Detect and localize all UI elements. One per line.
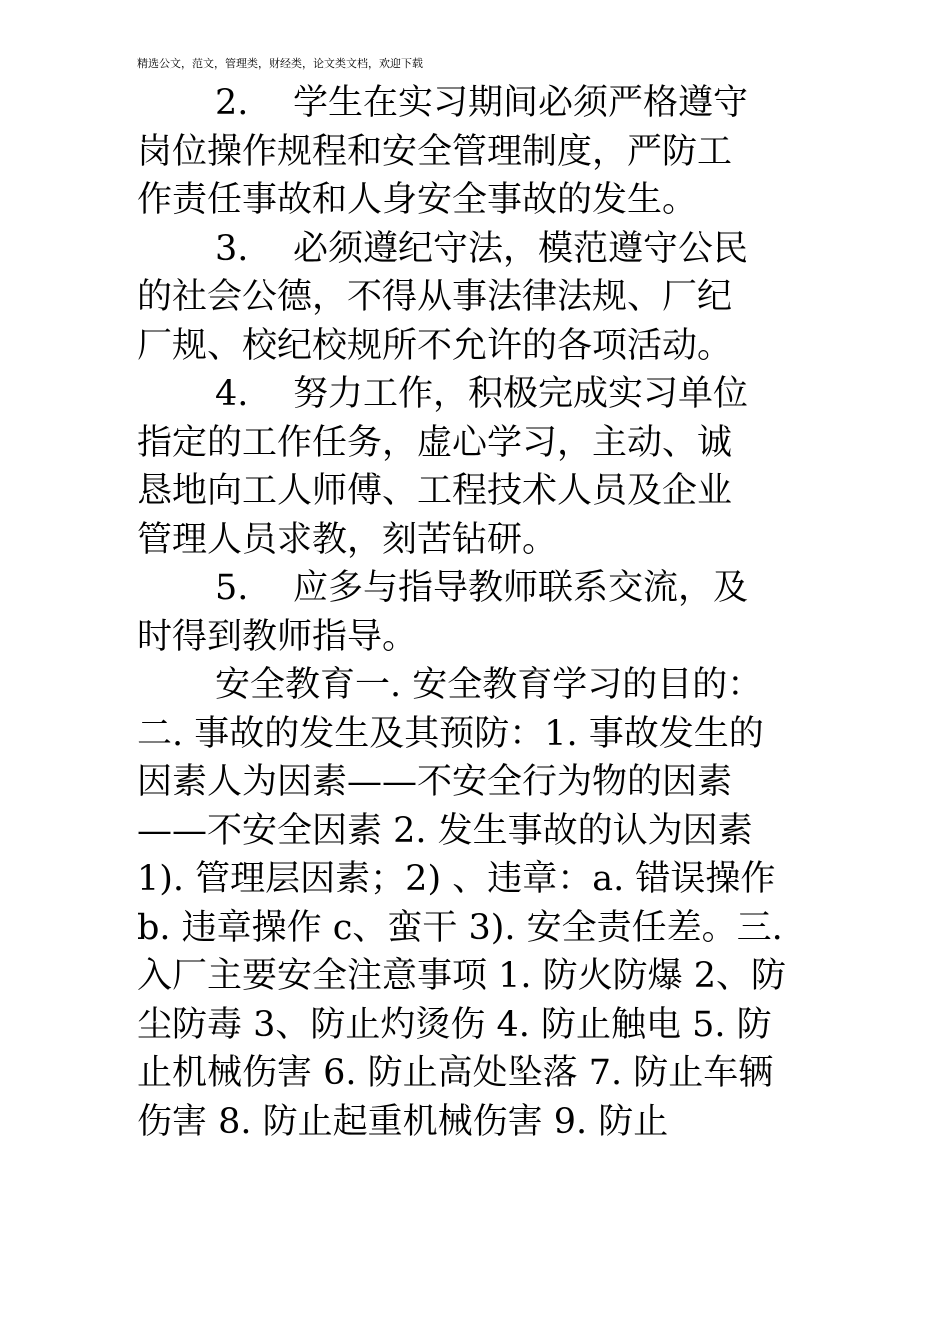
text-line: 的社会公德，不得从事法律法规、厂纪 xyxy=(137,277,733,317)
item-2 xyxy=(137,79,817,225)
text-line: 二. 事故的发生及其预防：1. 事故发生的 xyxy=(137,713,764,754)
text-line: 尘防毒 3、防止灼烫伤 4. 防止触电 5. 防 xyxy=(137,1004,772,1045)
text-line: 伤害 8. 防止起重机械伤害 9. 防止 xyxy=(137,1101,669,1142)
text-line: 因素人为因素——不安全行为物的因素 xyxy=(137,762,733,802)
text-line: 恳地向工人师傅、工程技术人员及企业 xyxy=(137,471,733,511)
item-number: 5. xyxy=(215,568,249,608)
item-5 xyxy=(137,564,817,661)
text-line: 岗位操作规程和安全管理制度，严防工 xyxy=(137,131,733,172)
safety-education-section xyxy=(137,661,817,1146)
item-first-line: 4. 努力工作，积极完成实习单位 xyxy=(137,370,817,419)
item-3 xyxy=(137,225,817,371)
text-line: 管理人员求教，刻苦钻研。 xyxy=(137,519,558,560)
text-line: 厂规、校纪校规所不允许的各项活动。 xyxy=(137,325,733,366)
text-line: 止机械伤害 6. 防止高处坠落 7. 防止车辆 xyxy=(137,1053,774,1093)
document-header: 精选公文，范文，管理类，财经类，论文类文档，欢迎下载 xyxy=(137,57,423,70)
item-number: 3. xyxy=(215,228,249,269)
text-line: b. 违章操作 c、蛮干 3). 安全责任差。三. xyxy=(137,907,783,948)
text-line: 指定的工作任务，虚心学习，主动、诚 xyxy=(137,422,733,463)
text-line: ——不安全因素 2. 发生事故的认为因素 xyxy=(137,810,753,851)
item-first-line: 5. 应多与指导教师联系交流，及 xyxy=(137,564,817,613)
item-4 xyxy=(137,370,817,564)
item-number: 2. xyxy=(215,83,249,123)
text-line: 入厂主要安全注意事项 1. 防火防爆 2、防 xyxy=(137,956,787,996)
item-first-line: 2. 学生在实习期间必须严格遵守 xyxy=(137,79,817,128)
document-body xyxy=(137,79,817,1146)
item-first-line: 3. 必须遵纪守法，模范遵守公民 xyxy=(137,225,817,274)
text-line: 作责任事故和人身安全事故的发生。 xyxy=(137,180,698,220)
safety-heading-line: 安全教育一. 安全教育学习的目的： xyxy=(215,665,763,705)
text-line: 1). 管理层因素；2) 、违章：a. 错误操作 xyxy=(137,859,776,899)
text-line: 时得到教师指导。 xyxy=(137,616,418,657)
item-number: 4. xyxy=(215,374,249,414)
